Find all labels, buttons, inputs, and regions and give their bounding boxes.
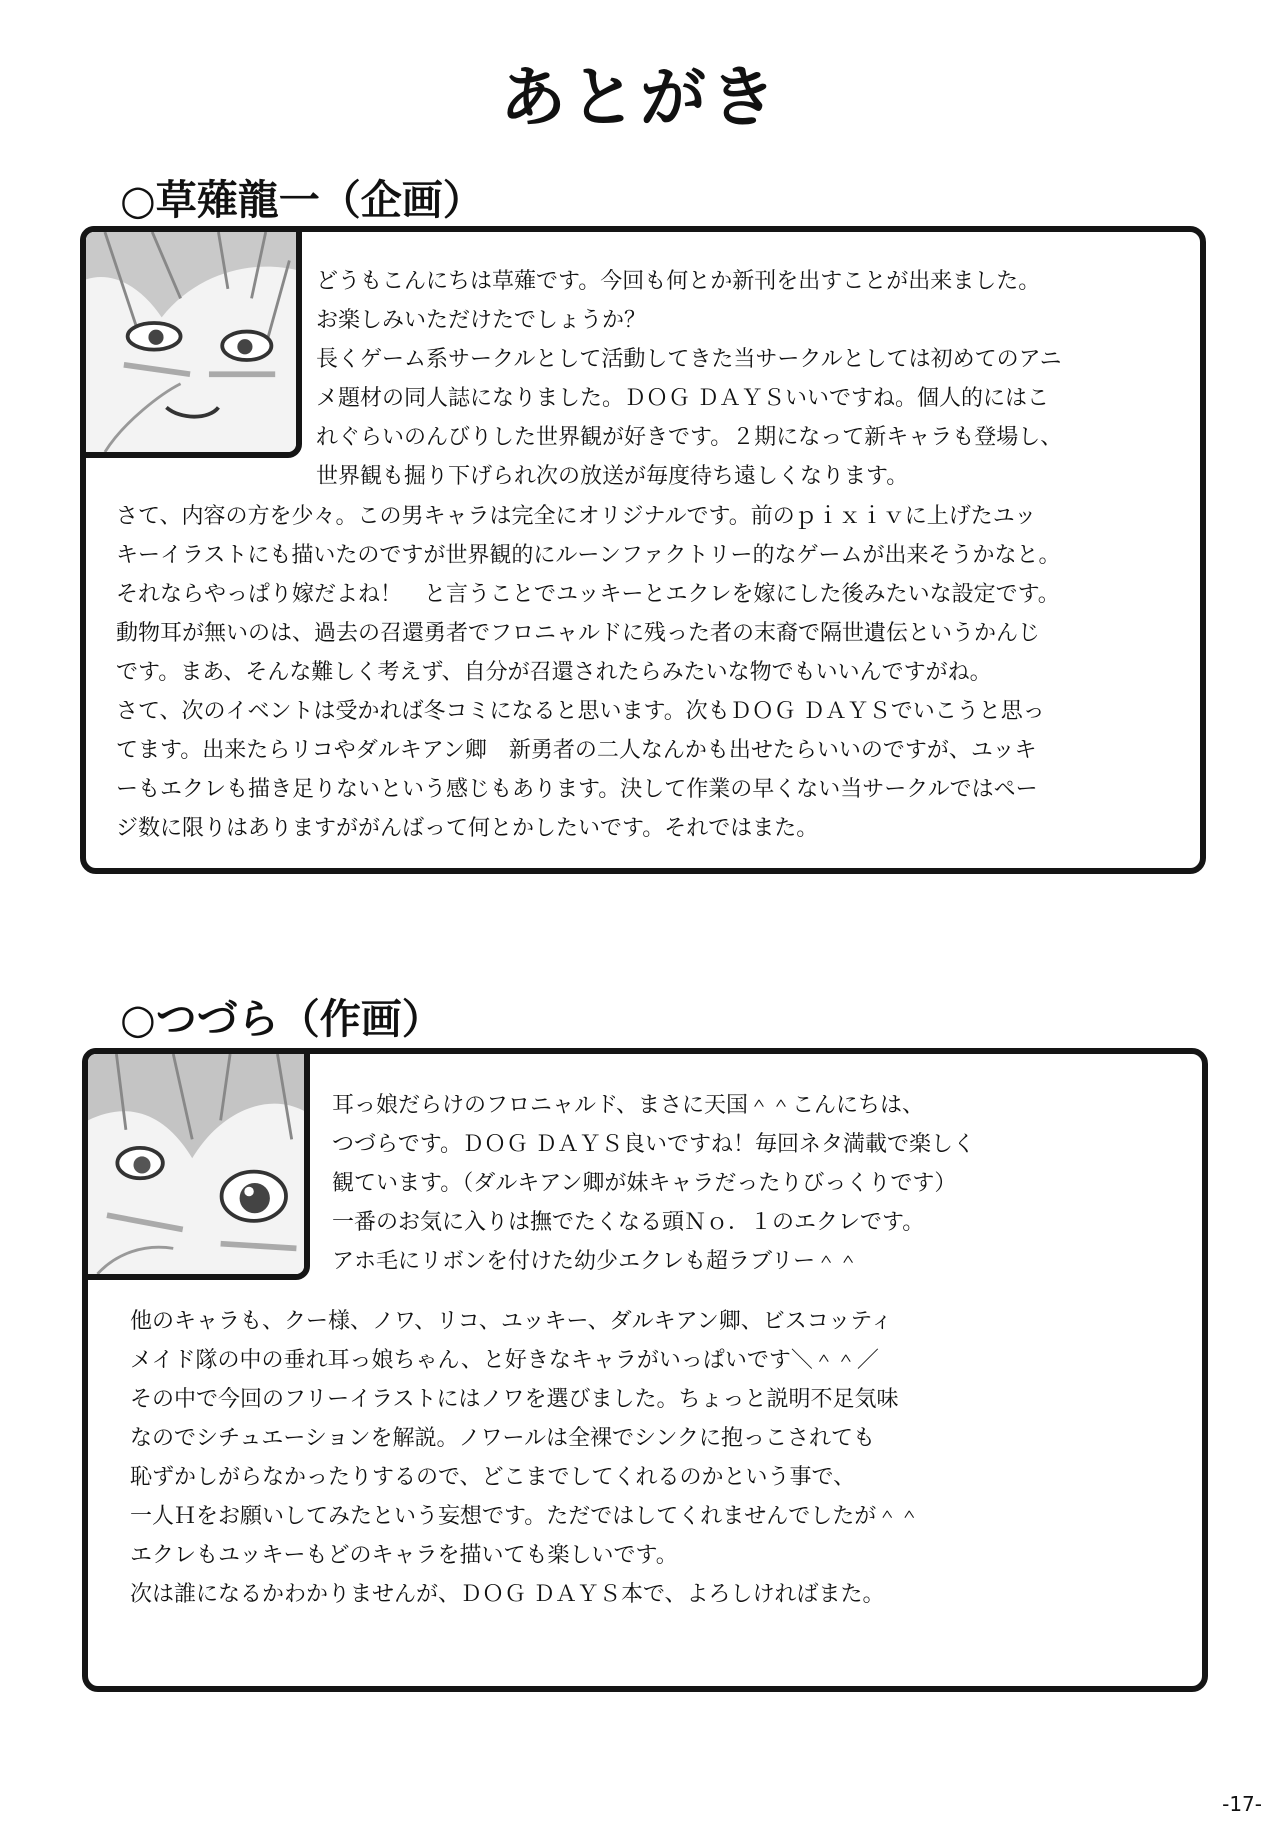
text-line: お楽しみいただけたでしょうか？ xyxy=(316,308,647,333)
text-line: 世界観も掘り下げられ次の放送が毎度待ち遠しくなります。 xyxy=(316,464,909,489)
section-heading-planning: ○草薙龍一（企画） xyxy=(120,176,484,224)
text-line: それならやっぱり嫁だよね！ と言うことでユッキーとエクレを嫁にした後みたいな設定です。 xyxy=(116,582,1060,607)
text-line: ーもエクレも描き足りないという感じもあります。決して作業の早くない当サークルではペー xyxy=(116,777,1038,802)
text-line: どうもこんにちは草薙です。今回も何とか新刊を出すことが出来ました。 xyxy=(316,269,1041,294)
text-line: キーイラストにも描いたのですが世界観的にルーンファクトリー的なゲームが出来そうかなと。 xyxy=(116,543,1061,568)
text-line: 恥ずかしがらなかったりするので、どこまでしてくれるのかという事で、 xyxy=(130,1465,856,1490)
text-line: 一番のお気に入りは撫でたくなる頭Ｎｏ．１のエクレです。 xyxy=(332,1210,925,1235)
text-line: エクレもユッキーもどのキャラを描いても楽しいです。 xyxy=(130,1543,678,1568)
text-line: メイド隊の中の垂れ耳っ娘ちゃん、と好きなキャラがいっぱいです＼＾＾／ xyxy=(130,1348,879,1373)
text-line: つづらです。ＤＯＧ ＤＡＹＳ良いですね！毎回ネタ満載で楽しく xyxy=(332,1132,976,1157)
text-line: 耳っ娘だらけのフロニャルド、まさに天国＾＾こんにちは、 xyxy=(332,1093,925,1118)
text-line: ジ数に限りはありますががんばって何とかしたいです。それではまた。 xyxy=(116,816,819,841)
text-line: その中で今回のフリーイラストにはノワを選びました。ちょっと説明不足気味 xyxy=(130,1387,899,1412)
afterword-intro-artwork xyxy=(332,1086,1192,1281)
text-line: 観ています。（ダルキアン卿が妹キャラだったりびっくりです） xyxy=(332,1171,957,1196)
afterword-box-artwork xyxy=(82,1048,1208,1692)
text-line: 他のキャラも、クー様、ノワ、リコ、ユッキー、ダルキアン卿、ビスコッティ xyxy=(130,1309,893,1334)
page-title: あとがき xyxy=(500,59,780,136)
text-line: てます。出来たらリコやダルキアン卿 新勇者の二人なんかも出せたらいいのですが、ユッキ xyxy=(116,738,1037,763)
character-portrait-icon xyxy=(82,1048,310,1280)
page-number: -17- xyxy=(1222,1792,1262,1816)
text-line: 次は誰になるかわかりませんが、ＤＯＧ ＤＡＹＳ本で、よろしければまた。 xyxy=(130,1582,885,1607)
section-heading-artwork: ○つづら（作画） xyxy=(120,995,443,1043)
afterword-body-artwork xyxy=(130,1302,1190,1614)
text-line: 長くゲーム系サークルとして活動してきた当サークルとしては初めてのアニ xyxy=(316,347,1062,372)
afterword-body-planning xyxy=(116,497,1196,848)
text-line: 動物耳が無いのは、過去の召還勇者でフロニャルドに残った者の末裔で隔世遺伝というかんじ xyxy=(116,621,1041,646)
text-line: メ題材の同人誌になりました。ＤＯＧ ＤＡＹＳいいですね。個人的にはこ xyxy=(316,386,1049,411)
text-line: さて、次のイベントは受かれば冬コミになると思います。次もＤＯＧ ＤＡＹＳでいこうと思っ xyxy=(116,699,1045,724)
afterword-box-planning xyxy=(80,226,1206,874)
text-line: アホ毛にリボンを付けた幼少エクレも超ラブリー＾＾ xyxy=(332,1249,860,1274)
text-line: れぐらいのんびりした世界観が好きです。２期になって新キャラも登場し、 xyxy=(316,425,1063,450)
text-line: です。まあ、そんな難しく考えず、自分が召還されたらみたいな物でもいいんですがね。 xyxy=(116,660,992,685)
character-portrait-icon xyxy=(80,226,302,458)
text-line: さて、内容の方を少々。この男キャラは完全にオリジナルです。前のｐｉｘｉｖに上げたユッ xyxy=(116,504,1037,529)
text-line: 一人Ｈをお願いしてみたという妄想です。ただではしてくれませんでしたが＾＾ xyxy=(130,1504,921,1529)
text-line: なのでシチュエーションを解説。ノワールは全裸でシンクに抱っこされても xyxy=(130,1426,876,1451)
afterword-intro-planning xyxy=(316,262,1186,496)
